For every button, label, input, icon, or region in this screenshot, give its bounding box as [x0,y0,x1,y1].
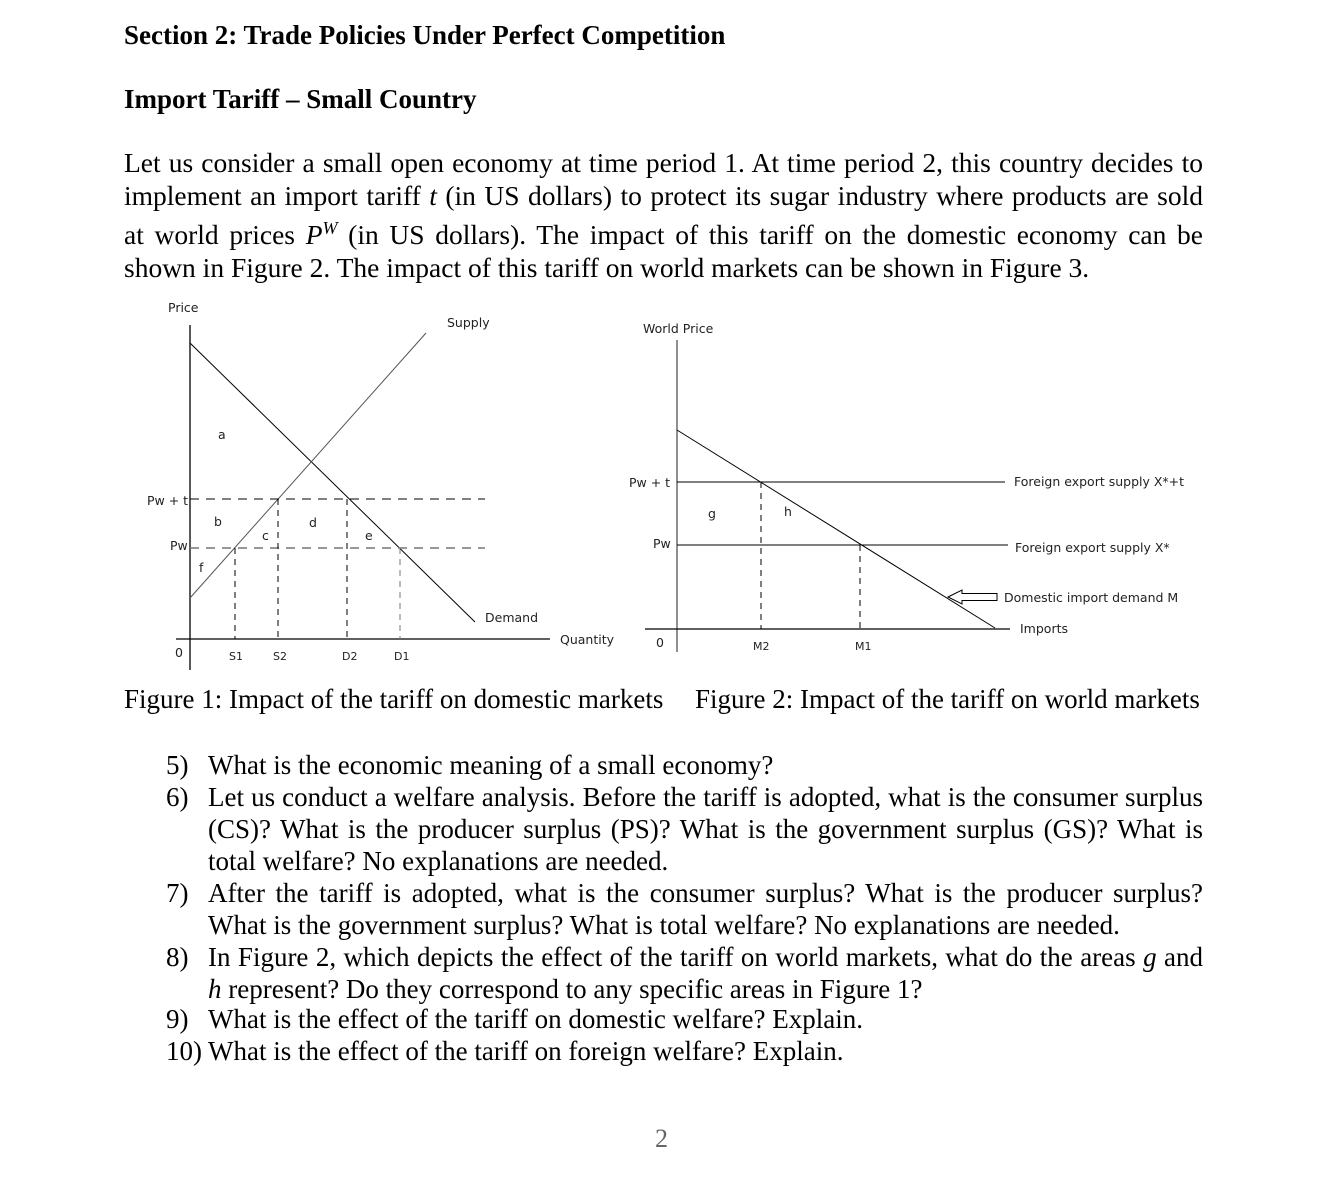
figure-2 [645,340,1010,652]
question-number: 8) [166,942,189,972]
question-text: What is the economic meaning of a small economy? [208,750,774,780]
area-a: a [218,427,226,442]
tick-m1: M1 [855,640,872,653]
figure-2-caption: Figure 2: Impact of the tariff on world markets [695,684,1200,714]
question-number: 7) [166,878,189,908]
fig2-import-demand-curve [677,430,995,628]
area-c: c [262,528,269,543]
fig1-demand-label: Demand [485,610,539,625]
area-h: h [784,504,792,519]
question-text: What is the effect of the tariff on foreign welfare? Explain. [208,1036,844,1066]
question-number: 10) [166,1036,202,1066]
fig2-supply-t-label: Foreign export supply X*+t [1014,474,1185,489]
fig1-supply-curve [190,333,426,598]
area-b: b [214,514,222,529]
tick-d1: D1 [394,650,410,663]
fig1-pw-label: Pw [170,538,188,553]
fig1-supply-label: Supply [447,315,490,330]
question-number: 9) [166,1004,189,1034]
fig1-x-label: Quantity [560,632,615,647]
fig1-pwt-label: Pw + t [147,493,189,508]
area-e: e [365,528,373,543]
fig2-pwt-label: Pw + t [629,475,671,490]
question-10 [166,1035,1203,1067]
fig2-y-label: World Price [643,321,714,336]
fig2-pw-label: Pw [653,536,671,551]
figure-1-caption: Figure 1: Impact of the tariff on domestic markets [124,684,664,714]
area-f: f [199,560,204,575]
question-5 [166,749,1203,781]
tick-m2: M2 [753,640,770,653]
question-8 [166,941,1203,1005]
fig2-x-label: Imports [1020,621,1068,636]
question-7 [166,877,1203,941]
question-9 [166,1003,1203,1035]
question-text: After the tariff is adopted, what is the consumer surplus? What is the producer surplus? What is the government surplus? What is total welfare? No explanations are needed. [208,878,1203,940]
fig2-supply-label: Foreign export supply X* [1015,540,1170,555]
page-number: 2 [655,1124,668,1153]
fig2-origin: 0 [656,635,664,650]
question-6 [166,781,1203,877]
subsection-title: Import Tariff – Small Country [124,84,477,114]
tick-s1: S1 [229,650,243,663]
question-number: 6) [166,782,189,812]
tick-d2: D2 [342,650,358,663]
question-text: In Figure 2, which depicts the effect of the tariff on world markets, what do the areas g and h represent? Do they correspond to any specific areas in Figure 1? [208,942,1203,1004]
fig2-demand-label: Domestic import demand M [1004,590,1179,605]
intro-paragraph: Let us consider a small open economy at time period 1. At time period 2, this country decides to implement an import tariff t (in US dollars) to protect its sugar industry where products are sold at world prices $P^W$ (in US dollars). The impact of this tariff on the domestic economy can be shown in Figure 2. The impact of this tariff on world markets can be shown in Figure 3. [124,147,1203,284]
area-d: d [309,515,317,530]
tick-s2: S2 [273,650,287,663]
question-text: What is the effect of the tariff on domestic welfare? Explain. [208,1004,863,1034]
question-text: Let us conduct a welfare analysis. Before the tariff is adopted, what is the consumer surplus (CS)? What is the producer surplus (PS)? What is the government surplus (GS)? What is total welfare? No explanations are needed. [208,782,1203,876]
arrow-icon [948,590,997,604]
fig1-y-label: Price [168,300,199,315]
area-g: g [708,506,716,521]
section-title: Section 2: Trade Policies Under Perfect Competition [124,20,726,50]
question-number: 5) [166,750,189,780]
fig1-origin: 0 [175,645,183,660]
fig1-demand-curve [190,343,475,622]
